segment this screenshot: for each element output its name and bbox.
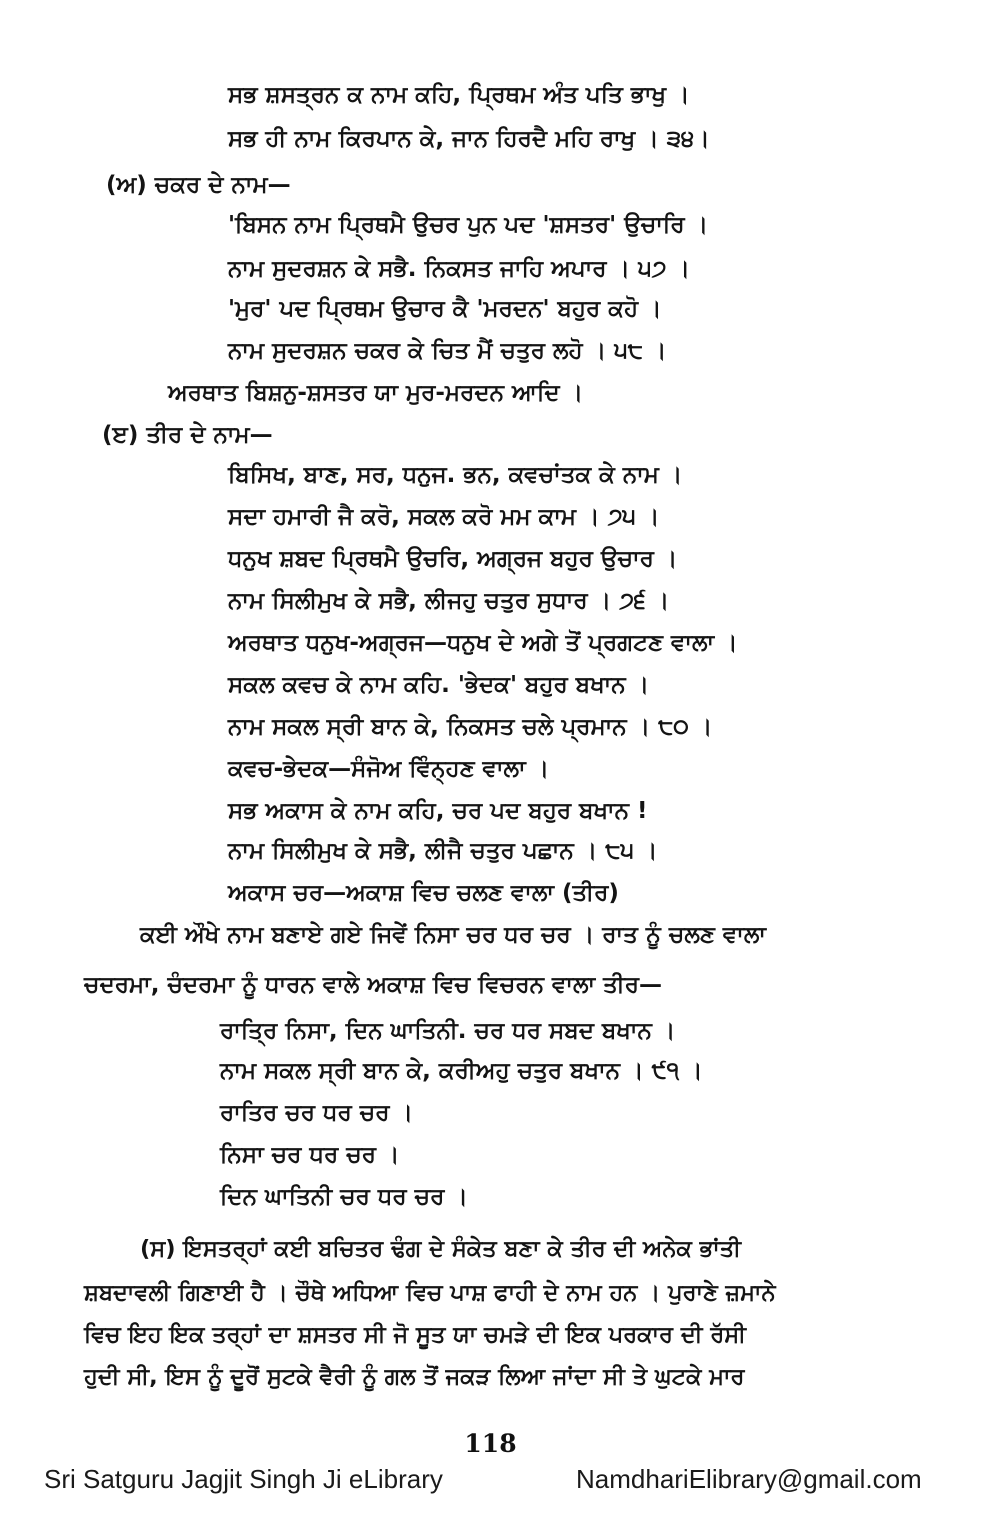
verse-line: ਨਾਮ ਸਕਲ ਸ੍ਰੀ ਬਾਨ ਕੇ, ਕਰੀਅਹੁ ਚਤੁਰ ਬਖਾਨ । ੯੧ ।	[220, 1058, 703, 1084]
verse-line: ਨਾਮ ਸੁਦਰਸ਼ਨ ਚਕਰ ਕੇ ਚਿਤ ਮੈਂ ਚਤੁਰ ਲਹੋ । ੫੮ ।	[228, 338, 667, 364]
example-line: ਰਾਤਿਰ ਚਰ ਧਰ ਚਰ ।	[220, 1100, 414, 1126]
prose-line: ਕਈ ਔਖੇ ਨਾਮ ਬਣਾਏ ਗਏ ਜਿਵੇਂ ਨਿਸਾ ਚਰ ਧਰ ਚਰ । ਰਾਤ ਨੂੰ ਚਲਣ ਵਾਲਾ	[140, 922, 766, 948]
explanation-line: ਕਵਚ-ਭੇਦਕ—ਸੰਜੋਅ ਵਿੰਨ੍ਹਣ ਵਾਲਾ ।	[228, 756, 550, 782]
verse-line: 'ਬਿਸਨ ਨਾਮ ਪ੍ਰਿਥਮੈ ਉਚਰ ਪੁਨ ਪਦ 'ਸ਼ਸਤਰ' ਉਚਾਰਿ ।	[228, 212, 709, 238]
verse-line: ਨਾਮ ਸਿਲੀਮੁਖ ਕੇ ਸਭੈ, ਲੀਜਹੁ ਚਤੁਰ ਸੁਧਾਰ । ੭੬ ।	[228, 588, 670, 614]
verse-line: ਸਕਲ ਕਵਚ ਕੇ ਨਾਮ ਕਹਿ. 'ਭੇਦਕ' ਬਹੁਰ ਬਖਾਨ ।	[228, 672, 650, 698]
prose-line: ਸ਼ਬਦਾਵਲੀ ਗਿਣਾਈ ਹੈ । ਚੌਥੇ ਅਧਿਆ ਵਿਚ ਪਾਸ਼ ਫਾਹੀ ਦੇ ਨਾਮ ਹਨ । ਪੁਰਾਣੇ ਜ਼ਮਾਨੇ	[84, 1280, 776, 1306]
verse-line: ਨਾਮ ਸਿਲੀਮੁਖ ਕੇ ਸਭੈ, ਲੀਜੈ ਚਤੁਰ ਪਛਾਨ । ੮੫ ।	[228, 838, 658, 864]
verse-line: ਰਾਤ੍ਰਿ ਨਿਸਾ, ਦਿਨ ਘਾਤਿਨੀ. ਚਰ ਧਰ ਸਬਦ ਬਖਾਨ ।	[220, 1018, 676, 1044]
page-number: 118	[464, 1429, 517, 1458]
footer-email: NamdhariElibrary@gmail.com	[576, 1464, 922, 1494]
verse-line: ਨਾਮ ਸਕਲ ਸ੍ਰੀ ਬਾਨ ਕੇ, ਨਿਕਸਤ ਚਲੇ ਪ੍ਰਮਾਨ । ੮੦ ।	[228, 714, 713, 740]
footer-library-name: Sri Satguru Jagjit Singh Ji eLibrary	[44, 1464, 443, 1494]
explanation-line: ਅਕਾਸ ਚਰ—ਅਕਾਸ਼ ਵਿਚ ਚਲਣ ਵਾਲਾ (ਤੀਰ)	[228, 880, 619, 906]
verse-line: ਸਭ ਸ਼ਸਤ੍ਰਨ ਕ ਨਾਮ ਕਹਿ, ਪ੍ਰਿਥਮ ਅੰਤ ਪਤਿ ਭਾਖੁ ।	[228, 82, 690, 108]
prose-line: ਹੁਦੀ ਸੀ, ਇਸ ਨੂੰ ਦੂਰੋਂ ਸੁਟਕੇ ਵੈਰੀ ਨੂੰ ਗਲ ਤੋਂ ਜਕੜ ਲਿਆ ਜਾਂਦਾ ਸੀ ਤੇ ਘੁਟਕੇ ਮਾਰ	[84, 1364, 745, 1390]
verse-line: ਸਭ ਹੀ ਨਾਮ ਕਿਰਪਾਨ ਕੇ, ਜਾਨ ਹਿਰਦੈ ਮਹਿ ਰਾਖੁ । ੩੪।	[228, 126, 710, 152]
prose-line: ਚਦਰਮਾ, ਚੰਦਰਮਾ ਨੂੰ ਧਾਰਨ ਵਾਲੇ ਅਕਾਸ਼ ਵਿਚ ਵਿਚਰਨ ਵਾਲਾ ਤੀਰ—	[84, 972, 662, 998]
verse-line: ਧਨੁਖ ਸ਼ਬਦ ਪ੍ਰਿਥਮੈ ਉਚਰਿ, ਅਗ੍ਰਜ ਬਹੁਰ ਉਚਾਰ ।	[228, 546, 678, 572]
prose-line: (ਸ) ਇਸਤਰ੍ਹਾਂ ਕਈ ਬਚਿਤਰ ਢੰਗ ਦੇ ਸੰਕੇਤ ਬਣਾ ਕੇ ਤੀਰ ਦੀ ਅਨੇਕ ਭਾਂਤੀ	[140, 1236, 741, 1262]
section-heading: (ੲ) ਤੀਰ ਦੇ ਨਾਮ—	[102, 422, 273, 448]
verse-line: ਸਭ ਅਕਾਸ ਕੇ ਨਾਮ ਕਹਿ, ਚਰ ਪਦ ਬਹੁਰ ਬਖਾਨ !	[228, 798, 648, 824]
explanation-line: ਅਰਥਾਤ ਬਿਸ਼ਨੁ-ਸ਼ਸਤਰ ਯਾ ਮੁਰ-ਮਰਦਨ ਆਦਿ ।	[168, 380, 584, 406]
verse-line: ਨਾਮ ਸੁਦਰਸ਼ਨ ਕੇ ਸਭੈ. ਨਿਕਸਤ ਜਾਹਿ ਅਪਾਰ । ੫੭ ।	[228, 256, 690, 282]
verse-line: 'ਮੁਰ' ਪਦ ਪ੍ਰਿਥਮ ਉਚਾਰ ਕੈ 'ਮਰਦਨ' ਬਹੁਰ ਕਹੋ ।	[228, 296, 662, 322]
section-heading: (ਅ) ਚਕਰ ਦੇ ਨਾਮ—	[106, 172, 291, 198]
prose-line: ਵਿਚ ਇਹ ਇਕ ਤਰ੍ਹਾਂ ਦਾ ਸ਼ਸਤਰ ਸੀ ਜੋ ਸੂਤ ਯਾ ਚਮੜੇ ਦੀ ਇਕ ਪਰਕਾਰ ਦੀ ਰੱਸੀ	[84, 1322, 747, 1348]
verse-line: ਸਦਾ ਹਮਾਰੀ ਜੈ ਕਰੋ, ਸਕਲ ਕਰੋ ਮਮ ਕਾਮ । ੭੫ ।	[228, 504, 660, 530]
explanation-line: ਅਰਥਾਤ ਧਨੁਖ-ਅਗ੍ਰਜ—ਧਨੁਖ ਦੇ ਅਗੇ ਤੋਂ ਪ੍ਰਗਟਣ ਵਾਲਾ ।	[228, 630, 738, 656]
example-line: ਨਿਸਾ ਚਰ ਧਰ ਚਰ ।	[220, 1142, 400, 1168]
example-line: ਦਿਨ ਘਾਤਿਨੀ ਚਰ ਧਰ ਚਰ ।	[220, 1184, 468, 1210]
verse-line: ਬਿਸਿਖ, ਬਾਣ, ਸਰ, ਧਨੁਜ. ਭਨ, ਕਵਚਾਂਤਕ ਕੇ ਨਾਮ ।	[228, 462, 683, 488]
